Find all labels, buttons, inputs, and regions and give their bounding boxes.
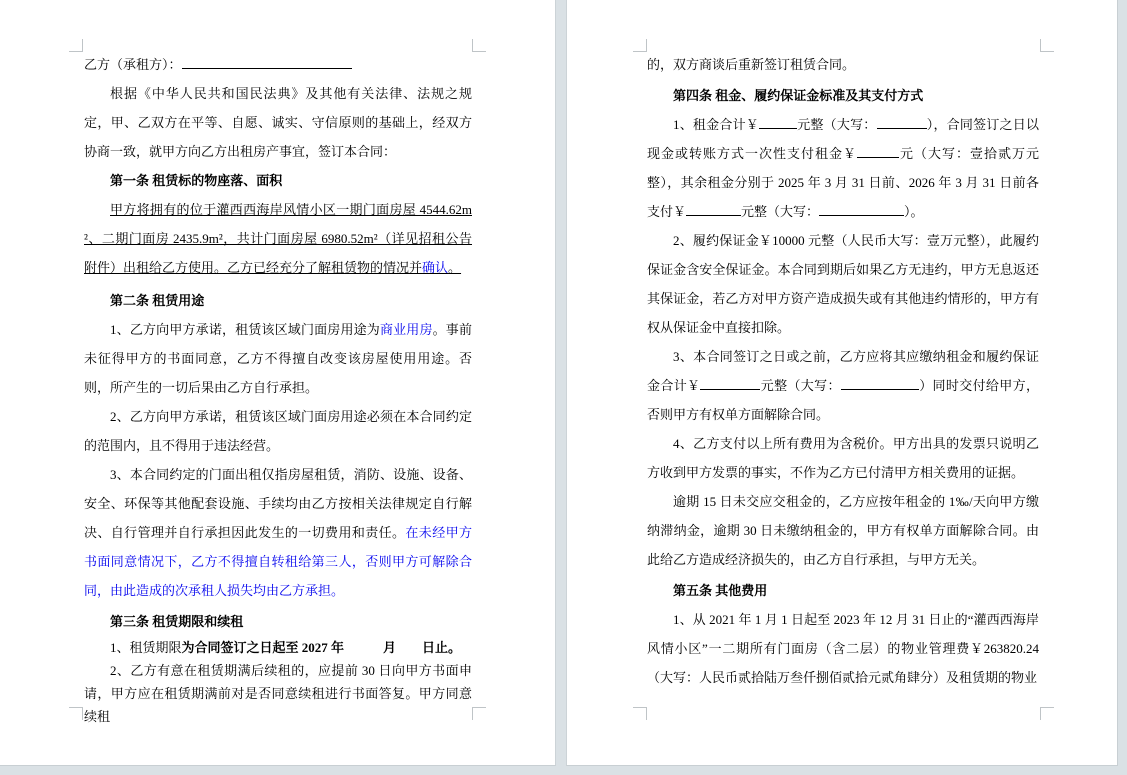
text-boundary-mark-bottom-right	[472, 707, 486, 720]
continuation-line[interactable]	[647, 50, 1039, 79]
article-2-item-1-post: 。事前未征得甲方的书面同意，乙方不得擅自改变该房屋使用用途。否则，所产生的一切后果由乙方自行承担。	[84, 322, 472, 395]
article-2-item-3-text: 3、本合同约定的门面出租仅指房屋租赁，消防、设施、设备、安全、环保等其他配套设施、手续均由乙方按相关法律规定自行解决、自行管理并自行承担因此发生的一切费用和责任。	[84, 467, 472, 540]
party-b-blank-field[interactable]	[182, 56, 352, 69]
article-4-item-1[interactable]	[647, 110, 1039, 226]
article-3-heading-text: 第三条 租赁期限和续租	[110, 614, 244, 629]
article-2-item-1-pre: 1、乙方向甲方承诺，租赁该区域门面房用途为	[110, 322, 380, 337]
text-boundary-mark-top-right	[472, 39, 486, 52]
rent-total-blank[interactable]	[759, 116, 797, 129]
intro-text: 根据《中华人民共和国民法典》及其他有关法律、法规之规定，甲、乙双方在平等、自愿、诚实、守信原则的基础上，经双方协商一致，就甲方向乙方出租房产事宜，签订本合同：	[84, 86, 472, 159]
article-2-heading-text: 第二条 租赁用途	[110, 293, 205, 308]
installment-amount-blank[interactable]	[686, 203, 741, 216]
text-boundary-mark-top-left	[633, 39, 647, 52]
continuation-text: 的，双方商谈后重新签订租赁合同。	[647, 57, 856, 72]
article-4-item-4[interactable]	[647, 429, 1039, 487]
article-4-item-4-text: 4、乙方支付以上所有费用为含税价。甲方出具的发票只说明乙方收到甲方发票的事实，不作为乙方已付清甲方相关费用的证据。	[647, 436, 1039, 480]
article-3-item-2-text: 2、乙方有意在租赁期满后续租的，应提前 30 日向甲方书面申请，甲方应在租赁期满前对是否同意续租进行书面答复。甲方同意续租	[84, 663, 472, 724]
confirm-link[interactable]: 确认	[422, 260, 449, 275]
rent-total-words-label: 元整（大写：	[797, 117, 877, 132]
text-boundary-mark-top-left	[69, 39, 83, 52]
article-3-item-1-pre: 1、租赁期限	[110, 640, 182, 655]
installment-words-blank[interactable]	[819, 203, 904, 216]
remaining-rent-label: 元（大写：壹拾贰万元整），其余租金分别于 2025 年 3 月 31 日前、2026 年 3 月 31 日前各支付￥	[647, 146, 1039, 219]
installment-end: ）。	[904, 204, 924, 219]
no-sublet-clause-highlight[interactable]: 在未经甲方书面同意情况下，乙方不得擅自转租给第三人，否则甲方可解除合同，由此造成的次承租人损失均由乙方承担。	[84, 525, 472, 598]
article-4-heading[interactable]	[647, 81, 1039, 110]
article-4-item-3-end: ）同时交付给甲方，否则甲方有权单方面解除合同。	[647, 378, 1039, 422]
intro-paragraph[interactable]	[84, 79, 472, 166]
deposit-words-label: 元整（大写：	[760, 378, 841, 393]
article-3-item-1[interactable]	[84, 636, 472, 659]
article-5-item-1[interactable]	[647, 605, 1039, 692]
page-1	[0, 0, 556, 766]
article-4-item-3[interactable]	[647, 342, 1039, 429]
installment-words-label: 元整（大写：	[741, 204, 820, 219]
page-2	[566, 0, 1118, 766]
text-boundary-mark-bottom-left	[633, 707, 647, 720]
article-1-body-end: 。	[448, 260, 462, 275]
party-b-line[interactable]	[84, 50, 472, 79]
deposit-words-blank[interactable]	[841, 377, 919, 390]
article-1-heading[interactable]	[84, 166, 472, 195]
article-1-heading-text: 第一条 租赁标的物座落、面积	[110, 173, 283, 188]
article-2-item-2-text: 2、乙方向甲方承诺，租赁该区域门面房用途必须在本合同约定的范围内，且不得用于违法经营。	[84, 409, 472, 453]
article-2-item-3[interactable]	[84, 460, 472, 605]
article-2-heading[interactable]	[84, 286, 472, 315]
deposit-total-label: 3、本合同签订之日或之前，乙方应将其应缴纳租金和履约保证金合计￥	[647, 349, 1039, 393]
rent-total-label: 1、租金合计￥	[673, 117, 760, 132]
article-4-item-5-text: 逾期 15 日未交应交租金的，乙方应按年租金的 1‰/天向甲方缴纳滞纳金，逾期 30 日未缴纳租金的，甲方有权单方面解除合同。由此给乙方造成经济损失的，由乙方自行承担，与甲方无关。	[647, 494, 1039, 567]
article-2-item-1[interactable]	[84, 315, 472, 402]
party-b-label: 乙方（承租方）：	[84, 57, 182, 72]
article-4-item-2-text: 2、履约保证金￥10000 元整（人民币大写：壹万元整），此履约保证金含安全保证金。本合同到期后如果乙方无违约，甲方无息返还其保证金，若乙方对甲方资产造成损失或有其他违约情形的，甲方有权从保证金中直接扣除。	[647, 233, 1039, 335]
article-4-item-5[interactable]	[647, 487, 1039, 574]
commercial-use-highlight[interactable]: 商业用房	[379, 322, 433, 337]
article-4-item-2[interactable]	[647, 226, 1039, 342]
page-2-text-area	[647, 50, 1039, 692]
article-1-body-text: 甲方将拥有的位于灌西西海岸风情小区一期门面房屋 4544.62m²、二期门面房 2435.9m²，共计门面房屋 6980.52m²（详见招租公告附件）出租给乙方使用。乙方已经充分了解租赁物的情况并	[84, 202, 472, 275]
deposit-total-blank[interactable]	[700, 377, 760, 390]
rent-total-words-blank[interactable]	[877, 116, 927, 129]
text-boundary-mark-bottom-right	[1040, 707, 1054, 720]
lease-term-bold-text: 为合同签订之日起至 2027 年 月 日止。	[181, 640, 462, 655]
article-5-heading[interactable]	[647, 576, 1039, 605]
article-5-heading-text: 第五条 其他费用	[673, 583, 768, 598]
article-1-body[interactable]	[84, 195, 472, 282]
article-3-heading[interactable]	[84, 607, 472, 636]
article-3-item-2[interactable]	[84, 659, 472, 728]
first-payment-label: ），合同签订之日以现金或转账方式一次性支付租金￥	[647, 117, 1039, 161]
text-boundary-mark-bottom-left	[69, 707, 83, 720]
article-5-item-1-text: 1、从 2021 年 1 月 1 日起至 2023 年 12 月 31 日止的“灌西西海岸风情小区”一二期所有门面房（含二层）的物业管理费￥263820.24（大写：人民币贰拾陆万叁仟捌佰贰拾元贰角肆分）及租赁期的物业	[647, 612, 1039, 685]
page-1-text-area	[84, 50, 472, 728]
text-boundary-mark-top-right	[1040, 39, 1054, 52]
article-2-item-2[interactable]	[84, 402, 472, 460]
first-payment-blank[interactable]	[857, 145, 899, 158]
article-4-heading-text: 第四条 租金、履约保证金标准及其支付方式	[673, 88, 924, 103]
